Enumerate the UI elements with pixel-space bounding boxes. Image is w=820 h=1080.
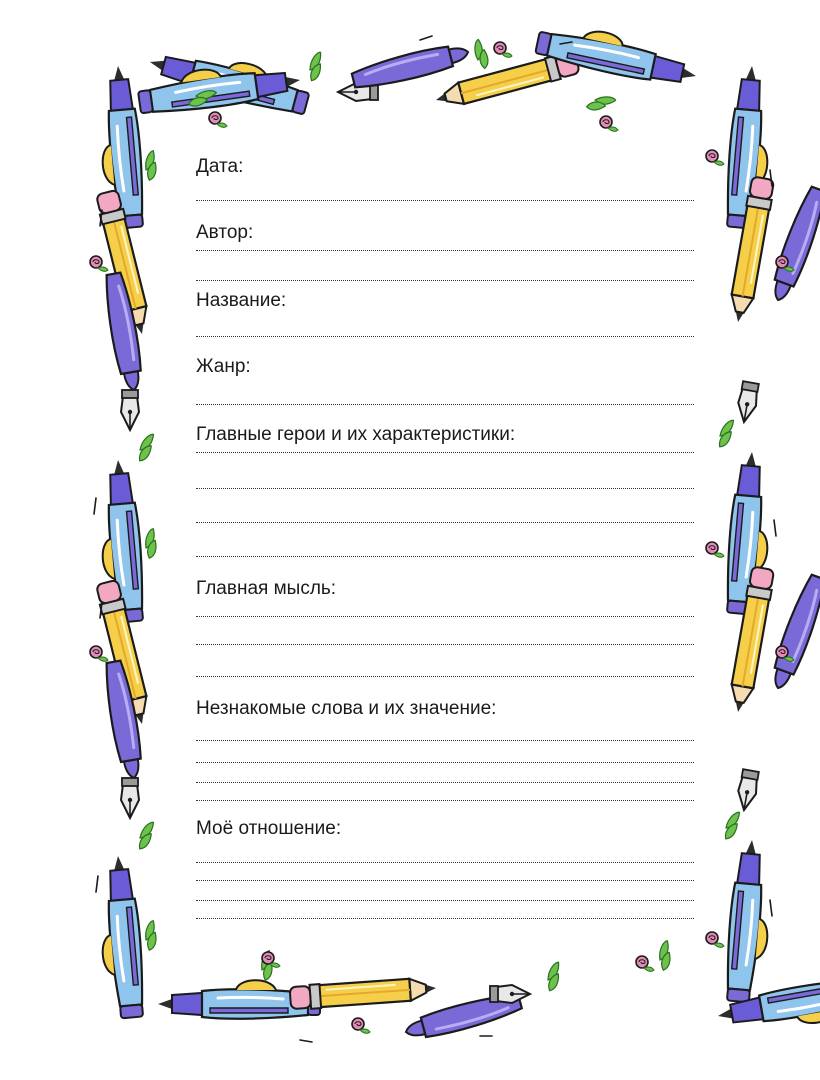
date-answer-line[interactable] [196,200,694,201]
unknown-words-answer-line[interactable] [196,782,694,783]
heroes-answer-line[interactable] [196,452,694,453]
heroes-answer-line[interactable] [196,556,694,557]
pen-icon [723,839,775,1004]
fountain-pen-icon [735,381,760,424]
rose-icon [706,542,724,557]
leaf-icon [133,434,161,461]
leaf-icon [713,420,741,447]
main-idea-answer-line[interactable] [196,644,694,645]
rose-icon [494,42,512,57]
leaf-icon [586,89,616,118]
attitude-answer-line[interactable] [196,918,694,919]
pen-icon [94,855,146,1020]
leaf-icon [467,39,496,69]
fountain-pen-icon [121,390,139,430]
main-idea-answer-line[interactable] [196,616,694,617]
genre-answer-line[interactable] [196,404,694,405]
fountain-pen-icon [735,769,760,812]
leaf-icon [301,52,331,81]
author-label: Автор: [196,222,254,243]
rose-icon [706,150,724,165]
rose-icon [706,932,724,947]
leaf-icon [719,812,747,839]
author-answer-line[interactable] [196,280,694,281]
author-answer-line[interactable] [196,250,694,251]
title-label: Название: [196,290,287,311]
rose-icon [352,1018,370,1033]
heroes-answer-line[interactable] [196,522,694,523]
marker-icon [767,573,820,692]
heroes-label: Главные герои и их характеристики: [196,424,516,445]
main-idea-answer-line[interactable] [196,676,694,677]
leaf-icon [650,940,680,970]
attitude-answer-line[interactable] [196,880,694,881]
date-label: Дата: [196,156,244,177]
pencil-icon [290,976,437,1010]
genre-label: Жанр: [196,356,251,377]
leaf-icon [133,822,161,849]
title-answer-line[interactable] [196,336,694,337]
leaf-icon [539,962,569,991]
rose-icon [209,112,227,127]
marker-icon [767,185,820,304]
main-idea-label: Главная мысль: [196,578,337,599]
marker-icon [351,40,471,92]
heroes-answer-line[interactable] [196,488,694,489]
attitude-answer-line[interactable] [196,900,694,901]
unknown-words-answer-line[interactable] [196,740,694,741]
unknown-words-answer-line[interactable] [196,762,694,763]
attitude-answer-line[interactable] [196,862,694,863]
fountain-pen-icon [121,778,139,818]
fountain-pen-icon [490,985,530,1003]
rose-icon [90,256,108,271]
rose-icon [90,646,108,661]
attitude-label: Моё отношение: [196,818,342,839]
unknown-words-label: Незнакомые слова и их значение: [196,698,497,719]
rose-icon [600,116,618,131]
unknown-words-answer-line[interactable] [196,800,694,801]
rose-icon [636,956,654,971]
